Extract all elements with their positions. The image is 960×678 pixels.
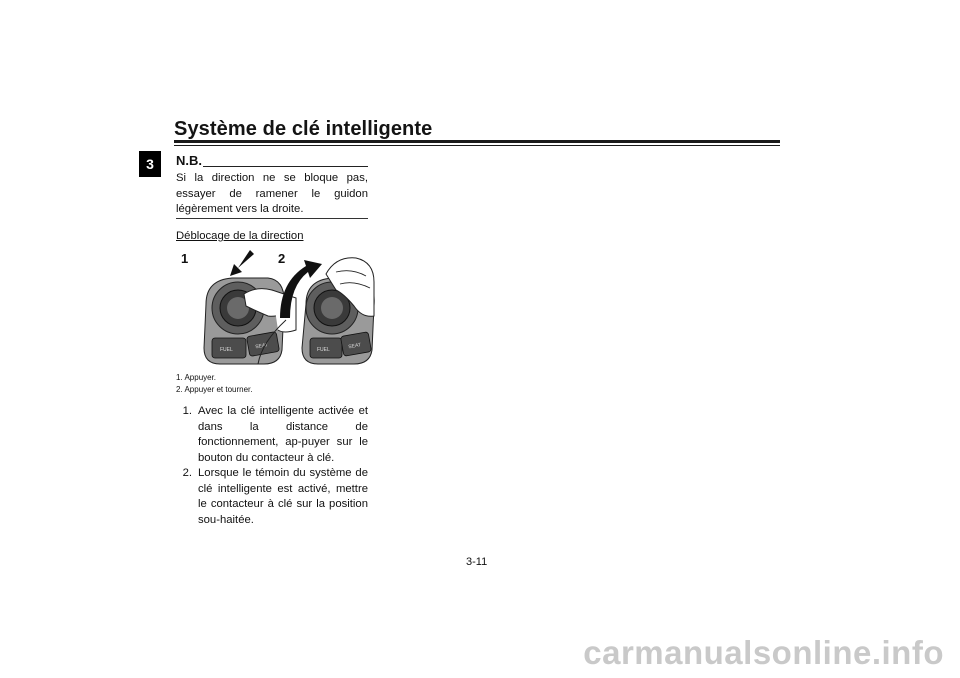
watermark: carmanualsonline.info [583,634,944,671]
step-number: 2. [182,467,192,479]
page-title: Système de clé intelligente [174,118,433,140]
step-item [176,404,368,466]
title-rule-thin [174,145,780,146]
note-body: Si la direction ne se bloque pas, essayer de ramener le guidon légèrement vers la droite. [176,172,368,215]
figure-captions [176,372,253,396]
key-switch-illustration [176,246,376,372]
step-text: Lorsque le témoin du système de clé intelligente est activé, mettre le contacteur à clé sur la position sou-haitée. [198,467,368,526]
note-heading-rule [203,166,368,167]
note-end-rule [176,218,368,219]
title-rule [174,140,780,143]
seat-button-label-left: SEAT [254,342,269,351]
note-heading: N.B. [176,153,202,168]
section-heading: Déblocage de la direction [176,230,304,242]
steps-list [176,404,368,528]
figure-label-2: 2 [278,251,286,266]
fuel-button-label-right: FUEL [317,347,330,353]
caption-1: 1. Appuyer. [176,373,217,382]
step-number: 1. [182,405,192,417]
page-number: 3-11 [466,556,488,568]
figure-label-1: 1 [181,251,189,266]
step-item [176,466,368,528]
seat-button-label-right: SEAT [347,342,362,351]
chapter-tab: 3 [139,151,161,177]
step-text: Avec la clé intelligente activée et dans la distance de fonctionnement, ap-puyer sur le bouton du contacteur à clé. [198,405,368,464]
fuel-button-label-left: FUEL [220,347,233,353]
caption-2: 2. Appuyer et tourner. [176,385,253,394]
